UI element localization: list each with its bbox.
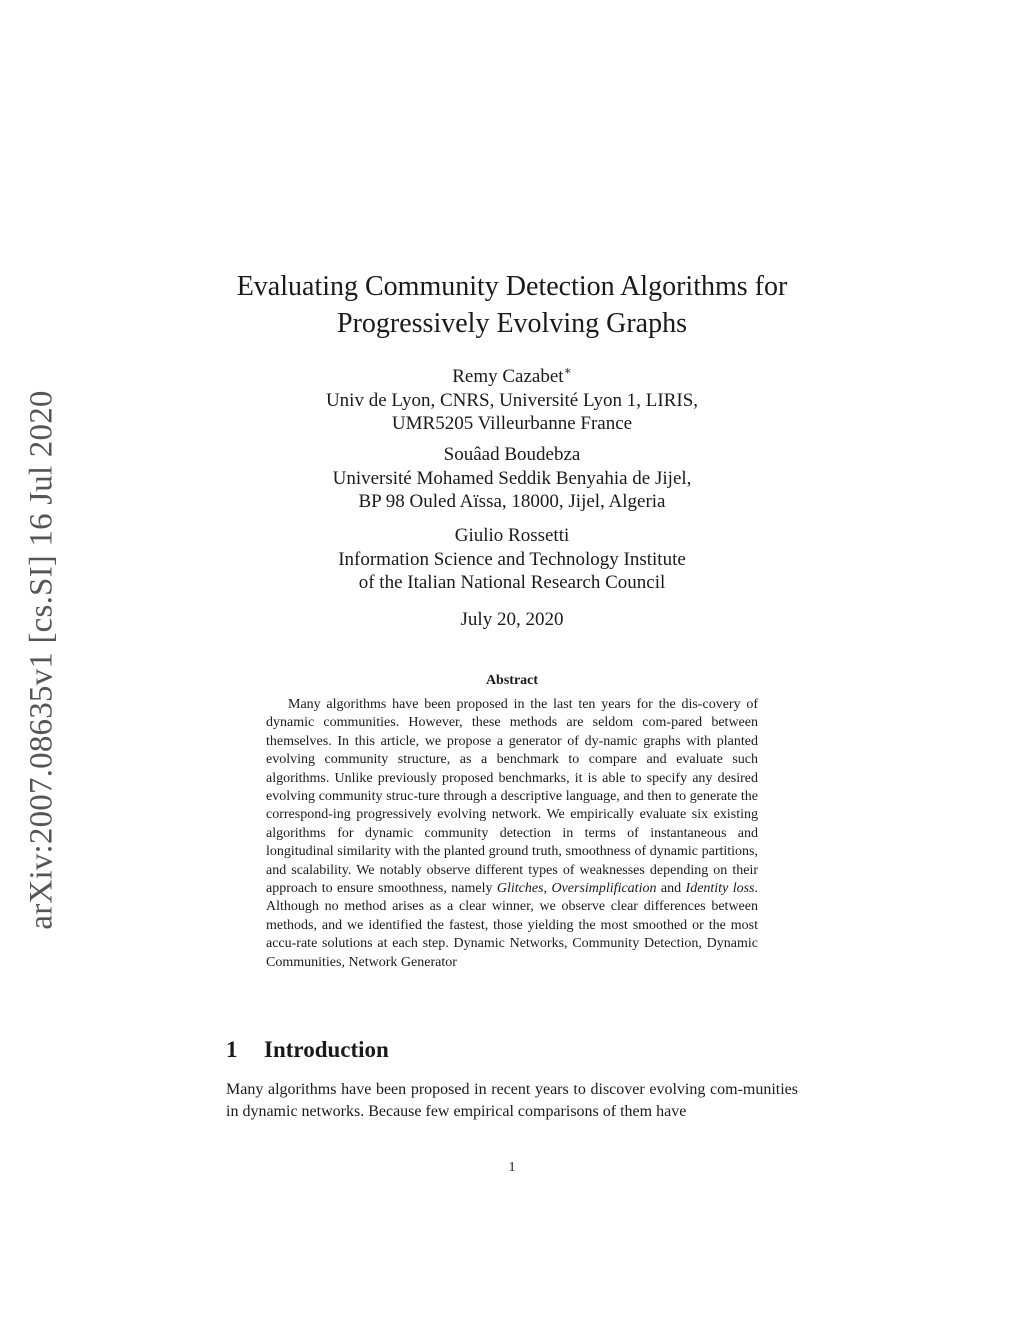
- term-oversimplification: Oversimplification: [551, 881, 657, 897]
- author-block-3: [226, 524, 798, 595]
- term-glitches: Glitches: [496, 881, 544, 897]
- term-identity-loss: Identity loss: [685, 881, 755, 897]
- arxiv-identifier: arXiv:2007.08635v1 [cs.SI] 16 Jul 2020: [23, 390, 60, 930]
- footnote-mark: ∗: [563, 363, 572, 378]
- author-affiliation-2-line-1: Université Mohamed Seddik Benyahia de Jijel,: [332, 467, 692, 489]
- introduction-text: Many algorithms have been proposed in recent years to discover evolving com-munities in dynamic networks. Because few empirical comparisons of them have: [226, 1081, 798, 1120]
- author-affiliation-1-line-1: Univ de Lyon, CNRS, Université Lyon 1, LIRIS,: [325, 389, 699, 411]
- section-number: 1: [226, 1037, 238, 1062]
- title-line-2: Progressively Evolving Graphs: [337, 308, 687, 339]
- section-title: Introduction: [264, 1037, 389, 1062]
- author-affiliation-2-line-2: BP 98 Ouled Aïssa, 18000, Jijel, Algeria: [358, 491, 666, 512]
- section-heading-introduction: [226, 1037, 389, 1063]
- author-name-2: Souâad Boudebza: [443, 444, 581, 465]
- arxiv-stamp: [0, 0, 80, 1325]
- author-block-2: [226, 443, 798, 514]
- author-name-1: Remy Cazabet∗: [452, 363, 572, 387]
- title-line-1: Evaluating Community Detection Algorithms for: [236, 271, 788, 302]
- abstract-text: Many algorithms have been proposed in the last ten years for the dis-covery of dynamic communities. However, these methods are seldom com-pared between themselves. In this article, we propose a generator of dy-namic graphs with planted evolving community structure, as a benchmark to compare and evaluate such algorithms. Unlike previously proposed benchmarks, it is able to specify any desired evolving community struc-ture through a descriptive language, and then to generate the correspond-ing progressively evolving network. We empirically evaluate six existing algorithms for dynamic community detection in terms of instantaneous and longitudinal similarity with the planted ground truth, smoothness of dynamic partitions, and scalability. We notably observe different types of weaknesses depending on their approach to ensure smoothness, namely Glitches, Oversimplification and Identity loss. Although no method arises as a clear winner, we observe clear differences between methods, and we identified the fastest, those yielding the most smoothed or the most accu-rate solutions at each step. Dynamic Networks, Community Detection, Dynamic Communities, Network Generator: [266, 697, 758, 970]
- author-block-1: [226, 365, 798, 436]
- page-number: 1: [508, 1160, 516, 1175]
- author-affiliation-3-line-2: of the Italian National Research Council: [358, 572, 666, 593]
- author-affiliation-1-line-2: UMR5205 Villeurbanne France: [391, 413, 633, 434]
- abstract-heading: Abstract: [485, 673, 539, 688]
- paper-title: [226, 268, 798, 342]
- author-name-3: Giulio Rossetti: [454, 525, 570, 546]
- publication-date: July 20, 2020: [460, 609, 564, 630]
- author-affiliation-3-line-1: Information Science and Technology Institute: [338, 548, 686, 570]
